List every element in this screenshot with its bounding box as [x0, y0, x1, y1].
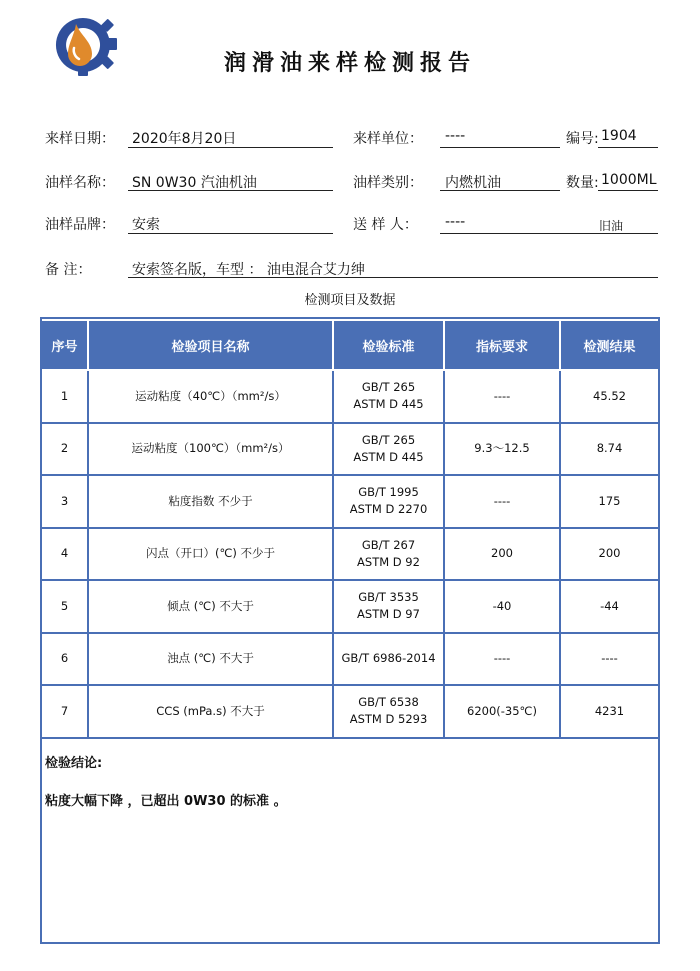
brand-underline: [128, 233, 333, 234]
name-label: 油样名称：: [45, 175, 115, 191]
note-underline: [128, 277, 658, 278]
table-row: [42, 423, 658, 476]
sender-label: 送 样 人：: [353, 217, 418, 233]
header-standard: 检验标准: [333, 320, 444, 370]
conclusion-text: 粘度大幅下降 ，已超出 0W30 的标准 。: [45, 794, 287, 809]
cell-result: ----: [560, 633, 658, 686]
cell-requirement: 200: [444, 528, 560, 581]
standard-line: GB/T 1995: [358, 485, 419, 500]
category-label: 油样类别：: [353, 175, 423, 191]
cell-no: 5: [42, 580, 88, 633]
standard-line: GB/T 265: [361, 380, 416, 395]
cell-item: 粘度指数 不少于: [88, 475, 333, 528]
cell-result: 4231: [560, 685, 658, 738]
standard-line: ASTM D 2270: [349, 502, 428, 517]
sender-underline: [440, 233, 560, 234]
cell-result: 45.52: [560, 370, 658, 423]
qty-label: 数量:: [566, 175, 599, 191]
note-value: 安索签名版，车型 ： 油电混合艾力绅: [132, 262, 365, 278]
table-row: [42, 528, 658, 581]
number-label: 编号:: [566, 131, 599, 147]
cell-no: 2: [42, 423, 88, 476]
unit-value: ----: [445, 128, 466, 144]
oil-state-underline: [560, 233, 658, 234]
cell-standard: [333, 528, 444, 581]
cell-result: 8.74: [560, 423, 658, 476]
standard-line: ASTM D 92: [357, 554, 420, 569]
cell-item: CCS (mPa.s) 不大于: [88, 685, 333, 738]
category-value: 内燃机油: [445, 175, 501, 191]
header-requirement: 指标要求: [444, 320, 560, 370]
conclusion-label: 检验结论:: [45, 756, 103, 771]
date-label: 来样日期：: [45, 131, 115, 147]
date-underline: [128, 147, 333, 148]
standard-line: ASTM D 445: [353, 449, 424, 464]
cell-requirement: ----: [444, 633, 560, 686]
table-row: [42, 580, 658, 633]
name-underline: [128, 190, 333, 191]
table-header-row: [42, 320, 658, 370]
standard-line: ASTM D 445: [353, 397, 424, 412]
number-underline: [598, 147, 658, 148]
cell-result: -44: [560, 580, 658, 633]
brand-label: 油样品牌：: [45, 217, 115, 233]
cell-requirement: ----: [444, 370, 560, 423]
category-underline: [440, 190, 560, 191]
cell-no: 1: [42, 370, 88, 423]
section-title: 检测项目及数据: [304, 293, 396, 308]
cell-standard: [333, 370, 444, 423]
qty-value: 1000ML: [601, 172, 657, 188]
standard-line: GB/T 6986-2014: [341, 651, 436, 666]
cell-standard: [333, 475, 444, 528]
table-row: [42, 685, 658, 738]
header-item: 检验项目名称: [88, 320, 333, 370]
unit-underline: [440, 147, 560, 148]
standard-line: GB/T 267: [361, 537, 416, 552]
cell-item: 运动粘度（100℃）（mm²/s）: [88, 423, 333, 476]
cell-no: 7: [42, 685, 88, 738]
standard-line: GB/T 265: [361, 432, 416, 447]
cell-no: 3: [42, 475, 88, 528]
note-label: 备 注：: [45, 262, 92, 278]
qty-underline: [598, 190, 658, 191]
cell-no: 6: [42, 633, 88, 686]
name-value: SN 0W30 汽油机油: [132, 175, 257, 191]
cell-item: 倾点 (℃) 不大于: [88, 580, 333, 633]
table-row: [42, 633, 658, 686]
sender-value: ----: [445, 214, 466, 230]
cell-item: 运动粘度（40℃）（mm²/s）: [88, 370, 333, 423]
cell-standard: [333, 685, 444, 738]
number-value: 1904: [601, 128, 637, 144]
unit-label: 来样单位：: [353, 131, 423, 147]
cell-standard: [333, 580, 444, 633]
test-results-table: [40, 317, 660, 944]
cell-no: 4: [42, 528, 88, 581]
cell-standard: [333, 633, 444, 686]
cell-requirement: ----: [444, 475, 560, 528]
cell-requirement: 9.3～12.5: [444, 423, 560, 476]
cell-standard: [333, 423, 444, 476]
cell-item: 闪点（开口）(℃) 不少于: [88, 528, 333, 581]
standard-line: ASTM D 97: [357, 607, 420, 622]
cell-item: 浊点 (℃) 不大于: [88, 633, 333, 686]
header-result: 检测结果: [560, 320, 658, 370]
cell-requirement: -40: [444, 580, 560, 633]
cell-requirement: 6200(-35℃): [444, 685, 560, 738]
page-title: 润滑油来样检测报告: [223, 50, 476, 76]
table-row: [42, 370, 658, 423]
brand-value: 安索: [132, 217, 160, 233]
standard-line: GB/T 6538: [358, 695, 419, 710]
cell-result: 175: [560, 475, 658, 528]
table-row: [42, 475, 658, 528]
date-value: 2020年8月20日: [132, 131, 237, 147]
oil-state-value: 旧油: [599, 219, 624, 233]
header-no: 序号: [42, 320, 88, 370]
standard-line: ASTM D 5293: [349, 712, 428, 727]
cell-result: 200: [560, 528, 658, 581]
standard-line: GB/T 3535: [358, 590, 419, 605]
